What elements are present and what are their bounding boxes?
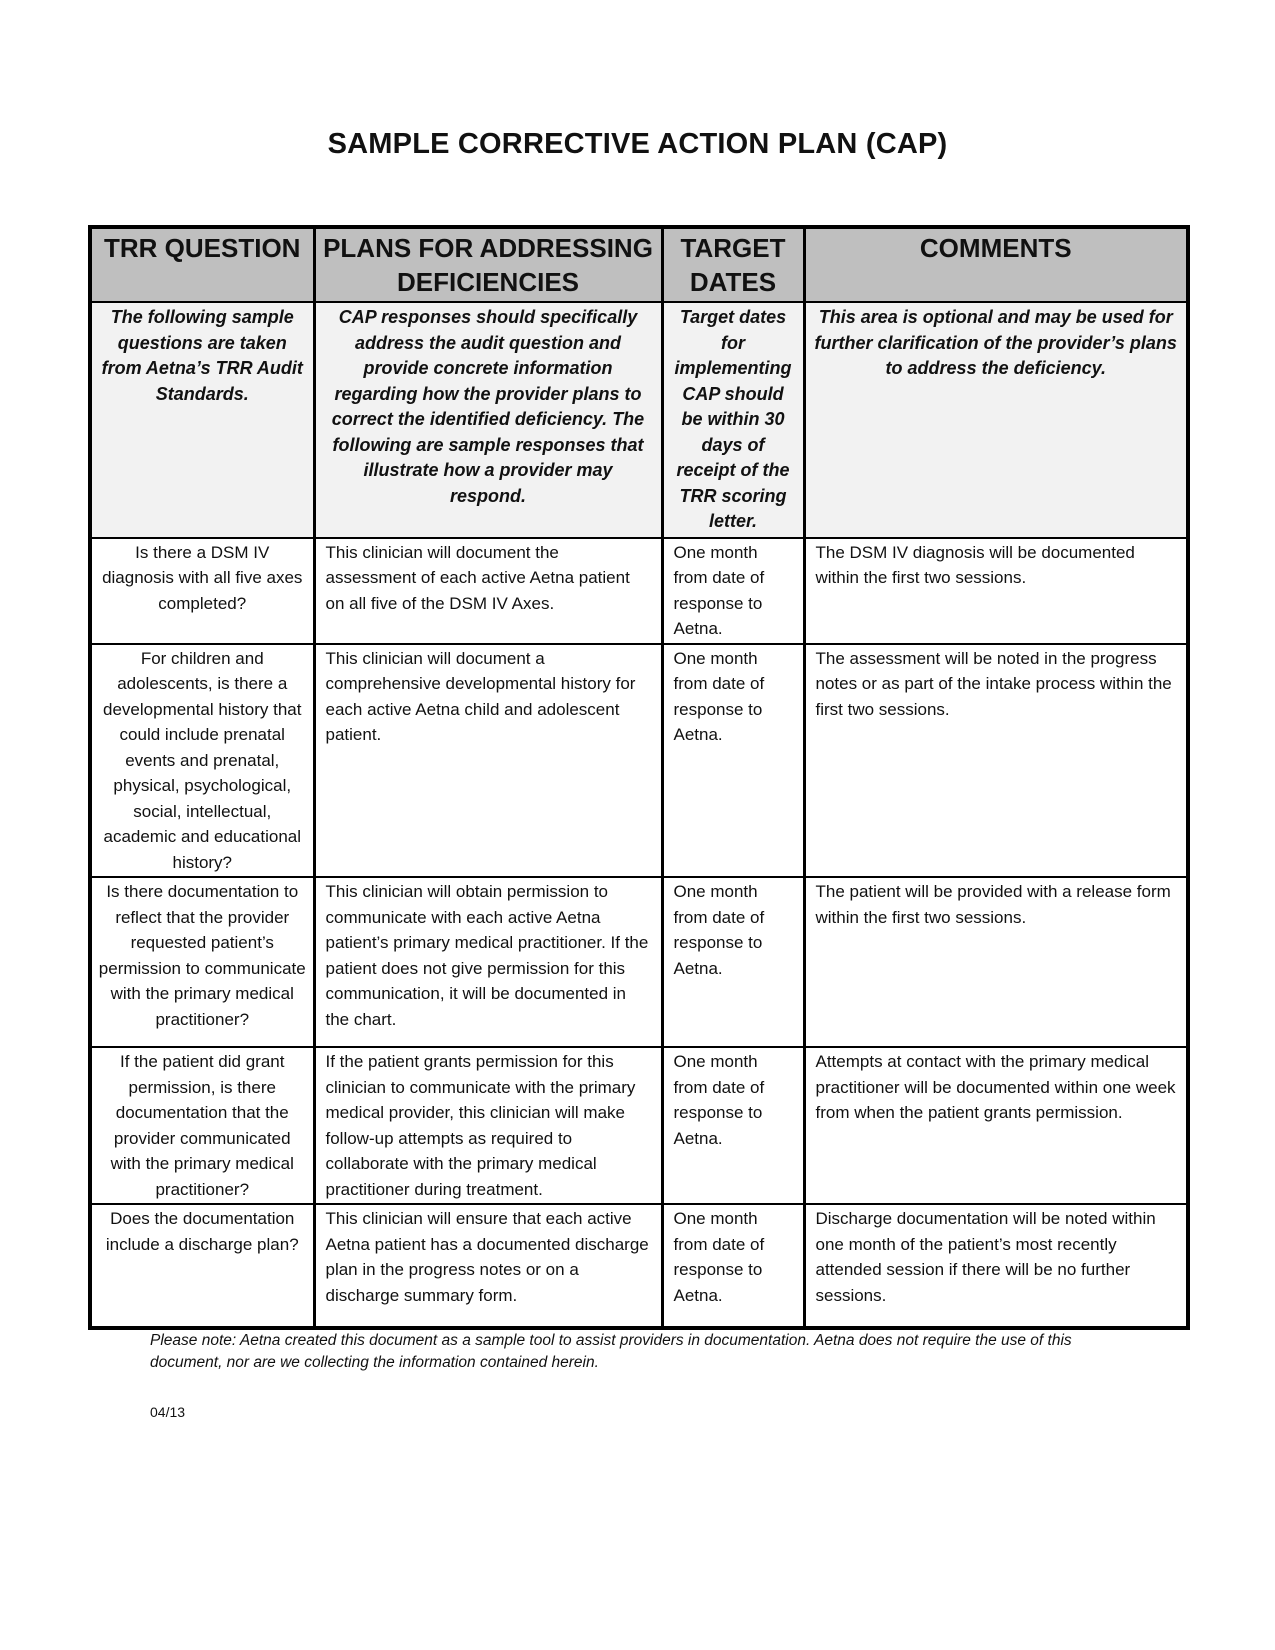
- table-row: [90, 1047, 1188, 1204]
- description-row: [90, 302, 1188, 538]
- comments-cell: The DSM IV diagnosis will be documented within the first two sessions.: [804, 538, 1188, 644]
- table-row: [90, 644, 1188, 878]
- plan-cell: This clinician will document a comprehensive developmental history for each active Aetna child and adolescent patient.: [314, 644, 662, 878]
- table-row: [90, 877, 1188, 1047]
- comments-cell: The assessment will be noted in the progress notes or as part of the intake process within the first two sessions.: [804, 644, 1188, 878]
- page-title: SAMPLE CORRECTIVE ACTION PLAN (CAP): [327, 128, 948, 160]
- cap-table: [88, 225, 1190, 1330]
- target-date-cell: One month from date of response to Aetna.: [662, 1047, 804, 1204]
- column-header-plans: PLANS FOR ADDRESSING DEFICIENCIES: [314, 227, 662, 302]
- column-header-target-dates: TARGET DATES: [662, 227, 804, 302]
- column-header-trr-question: TRR QUESTION: [90, 227, 314, 302]
- trr-question-cell: If the patient did grant permission, is there documentation that the provider communicated with the primary medical practitioner?: [90, 1047, 314, 1204]
- column-description: This area is optional and may be used for further clarification of the provider’s plans to address the deficiency.: [804, 302, 1188, 538]
- table-row: [90, 538, 1188, 644]
- column-header-comments: COMMENTS: [804, 227, 1188, 302]
- trr-question-cell: Is there a DSM IV diagnosis with all five axes completed?: [90, 538, 314, 644]
- column-description: CAP responses should specifically address the audit question and provide concrete information regarding how the provider plans to correct the identified deficiency. The following are sample responses that illustrate how a provider may respond.: [314, 302, 662, 538]
- plan-cell: This clinician will document the assessment of each active Aetna patient on all five of the DSM IV Axes.: [314, 538, 662, 644]
- trr-question-cell: For children and adolescents, is there a developmental history that could include prenatal events and prenatal, physical, psychological, social, intellectual, academic and educational history?: [90, 644, 314, 878]
- date-code: 04/13: [150, 1404, 186, 1420]
- plan-cell: This clinician will ensure that each active Aetna patient has a documented discharge plan in the progress notes or on a discharge summary form.: [314, 1204, 662, 1328]
- target-date-cell: One month from date of response to Aetna.: [662, 1204, 804, 1328]
- column-description: The following sample questions are taken from Aetna’s TRR Audit Standards.: [90, 302, 314, 538]
- comments-cell: Attempts at contact with the primary medical practitioner will be documented within one week from when the patient grants permission.: [804, 1047, 1188, 1204]
- trr-question-cell: Does the documentation include a discharge plan?: [90, 1204, 314, 1328]
- comments-cell: Discharge documentation will be noted within one month of the patient’s most recently attended session if there will be no further sessions.: [804, 1204, 1188, 1328]
- target-date-cell: One month from date of response to Aetna.: [662, 644, 804, 878]
- column-description: Target dates for implementing CAP should be within 30 days of receipt of the TRR scoring letter.: [662, 302, 804, 538]
- header-row: [90, 227, 1188, 302]
- plan-cell: This clinician will obtain permission to communicate with each active Aetna patient’s primary medical practitioner. If the patient does not give permission for this communication, it will be documented in the chart.: [314, 877, 662, 1047]
- trr-question-cell: Is there documentation to reflect that the provider requested patient’s permission to communicate with the primary medical practitioner?: [90, 877, 314, 1047]
- target-date-cell: One month from date of response to Aetna.: [662, 877, 804, 1047]
- table-row: [90, 1204, 1188, 1328]
- plan-cell: If the patient grants permission for this clinician to communicate with the primary medical provider, this clinician will make follow-up attempts as required to collaborate with the primary medical practitioner during treatment.: [314, 1047, 662, 1204]
- comments-cell: The patient will be provided with a release form within the first two sessions.: [804, 877, 1188, 1047]
- target-date-cell: One month from date of response to Aetna.: [662, 538, 804, 644]
- footer-note: Please note: Aetna created this document as a sample tool to assist providers in documentation. Aetna does not require the use of this document, nor are we collecting the information contained herein.: [150, 1332, 1072, 1371]
